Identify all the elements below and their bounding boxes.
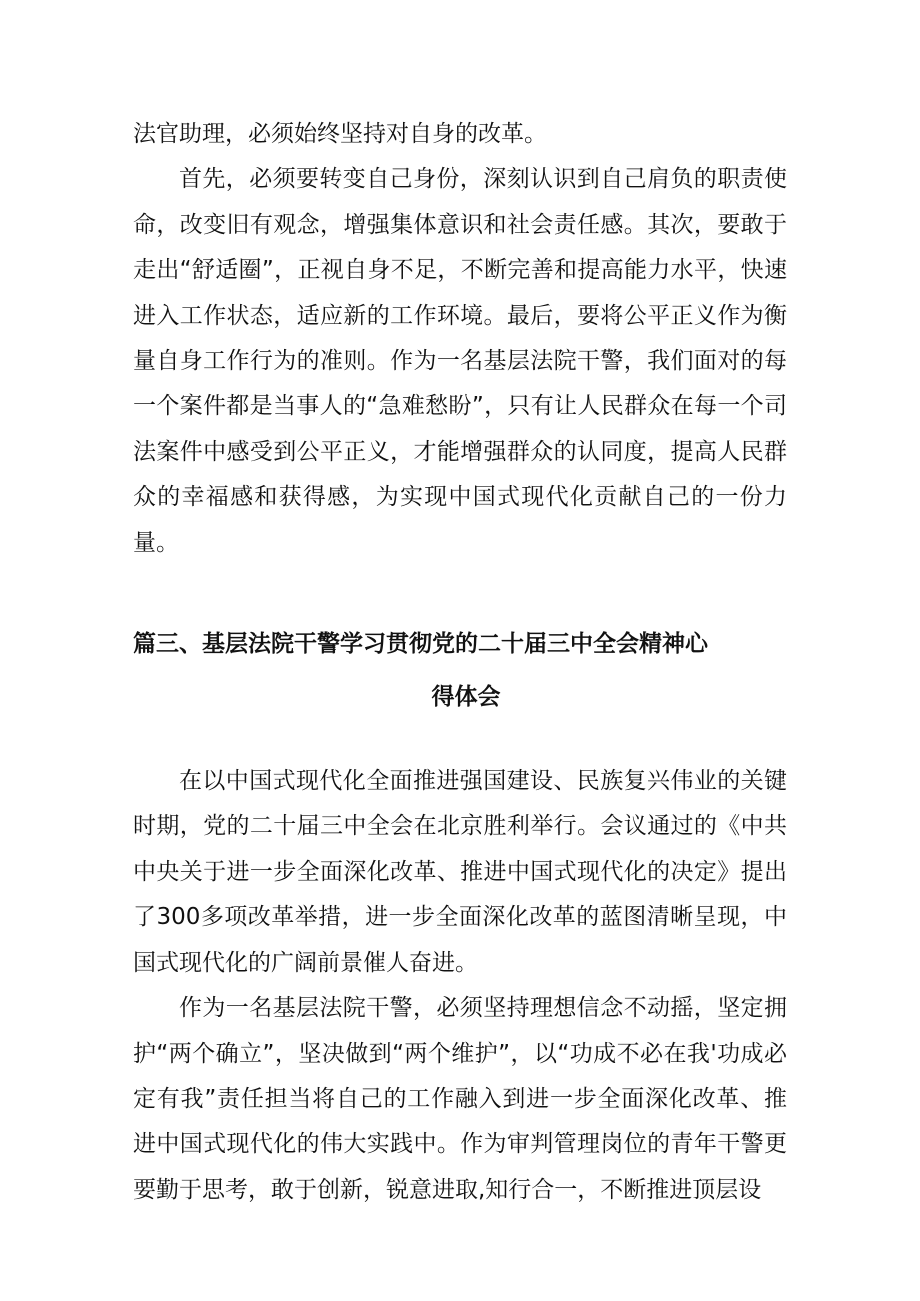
paragraph-plenary-session: 在以中国式现代化全面推进强国建设、民族复兴伟业的关键时期，党的二十届三中全会在北京胜利举行。会议通过的《中共中央关于进一步全面深化改革、推进中国式现代化的决定》提出了300多项改革举措，进一步全面深化改革的蓝图清晰呈现，中国式现代化的广阔前景催人奋进。 [133, 768, 787, 976]
document-page [133, 112, 787, 1213]
section-heading-line2: 得体会 [431, 684, 501, 711]
section-heading-line1: 篇三、基层法院干警学习贯彻党的二十届三中全会精神心 [133, 631, 708, 658]
paragraph-as-court-staff: 作为一名基层法院干警，必须坚持理想信念不动摇，坚定拥护“两个确立”，坚决做到“两个维护”，以“功成不必在我'功成必定有我”责任担当将自己的工作融入到进一步全面深化改革、推进中国式现代化的伟大实践中。作为审判管理岗位的青年干警更要勤于思考，敢于创新，锐意进取,知行合一，不断推进顶层设 [133, 995, 787, 1203]
paragraph-continuation: 法官助理，必须始终坚持对自身的改革。 [133, 121, 547, 147]
paragraph-first-second-finally: 首先，必须要转变自己身份，深刻认识到自己肩负的职责使命，改变旧有观念，增强集体意识和社会责任感。其次，要敢于走出“舒适圈”，正视自身不足，不断完善和提高能力水平，快速进入工作状态，适应新的工作环境。最后，要将公平正义作为衡量自身工作行为的准则。作为一名基层法院干警，我们面对的每一个案件都是当事人的“急难愁盼”，只有让人民群众在每一个司法案件中感受到公平正义，才能增强群众的认同度，提高人民群众的幸福感和获得感，为实现中国式现代化贡献自己的一份力量。 [133, 166, 787, 556]
